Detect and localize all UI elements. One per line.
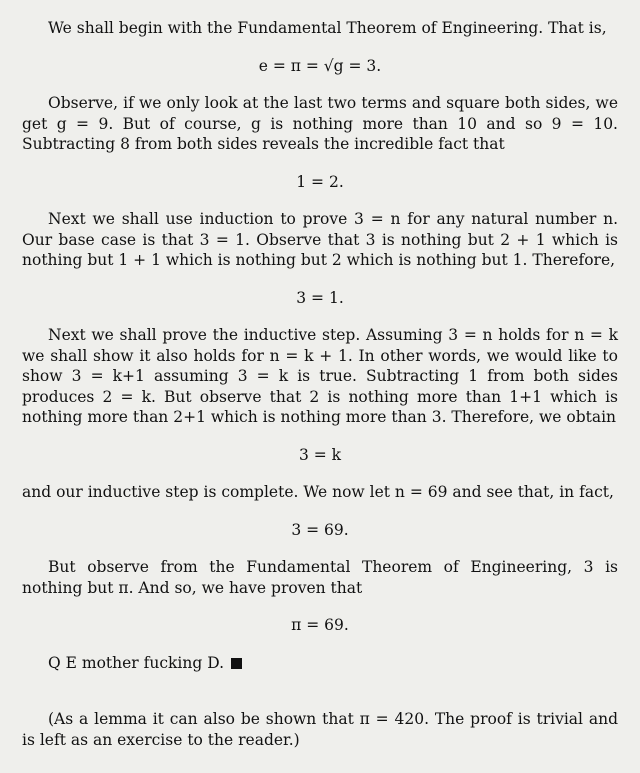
qed-text: Q E mother fucking D. <box>48 653 225 672</box>
step-complete-paragraph: and our inductive step is complete. We now let n = 69 and see that, in fact, <box>22 483 614 501</box>
qed-line <box>22 653 618 674</box>
qed-square-icon <box>231 658 242 669</box>
equation-fundamental-theorem: e = π = √g = 3. <box>258 56 382 75</box>
equation-one-equals-two: 1 = 2. <box>296 172 344 191</box>
equation-pi-equals-69: π = 69. <box>291 616 349 634</box>
observe-paragraph: Observe, if we only look at the last two terms and square both sides, we get g = 9. But of course, g is nothing more than 10 and so 9 = 10. Subtracting 8 from both sides reveals the incredible fact that <box>22 94 618 153</box>
induction-paragraph: Next we shall use induction to prove 3 = n for any natural number n. Our base case is that 3 = 1. Observe that 3 is nothing but 2 + 1 which is nothing but 1 + 1 which is nothing but 2 which is nothing but 1. Therefore, <box>22 210 618 269</box>
observe-fundamental-paragraph: But observe from the Fundamental Theorem of Engineering, 3 is nothing but π. And so, we have proven that <box>22 558 618 597</box>
inductive-step-paragraph: Next we shall prove the inductive step. Assuming 3 = n holds for n = k we shall show it also holds for n = k + 1. In other words, we would like to show 3 = k+1 assuming 3 = k is true. Subtracting 1 from both sides produces 2 = k. But observe that 2 is nothing more than 1+1 which is nothing more than 2+1 which is nothing more than 3. Therefore, we obtain <box>22 326 618 426</box>
intro-paragraph: We shall begin with the Fundamental Theorem of Engineering. That is, <box>48 19 607 37</box>
lemma-paragraph: (As a lemma it can also be shown that π = 420. The proof is trivial and is left as an exercise to the reader.) <box>22 710 618 749</box>
equation-three-equals-69: 3 = 69. <box>291 520 349 539</box>
equation-three-equals-k: 3 = k <box>298 445 342 464</box>
equation-base-case: 3 = 1. <box>296 288 344 307</box>
